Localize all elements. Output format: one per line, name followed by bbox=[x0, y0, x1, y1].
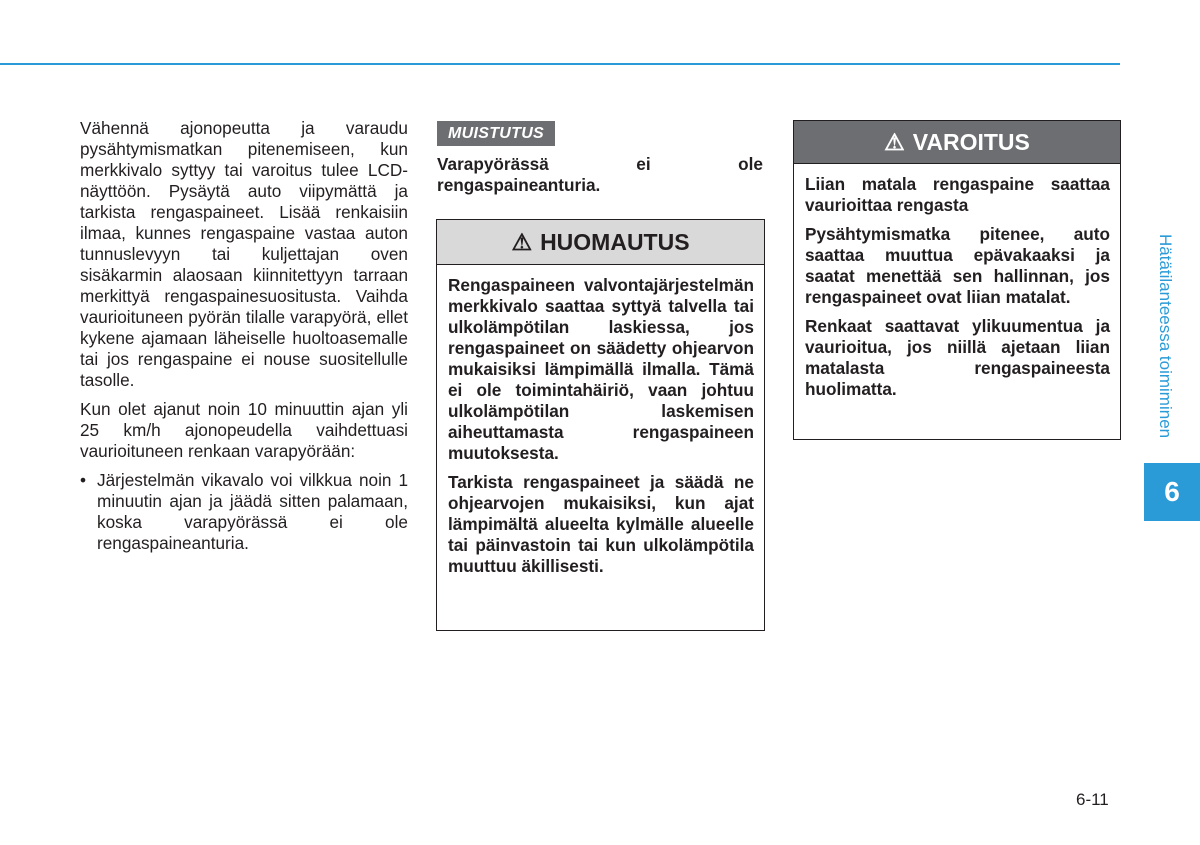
warning-paragraph-3: Renkaat saattavat ylikuumentua ja vaurioitua, jos niillä ajetaan liian matalasta rengaspaineesta huolimatta. bbox=[805, 316, 1110, 399]
caution-body bbox=[437, 265, 764, 577]
warning-body bbox=[794, 164, 1120, 400]
bullet-text: Järjestelmän vikavalo voi vilkkua noin 1 minuutin ajan ja jäädä sitten palamaan, koska varapyörässä ei ole rengaspaineanturia. bbox=[97, 470, 408, 553]
chapter-tab: 6 bbox=[1144, 463, 1200, 521]
section-title: Hätätilanteessa toimiminen bbox=[1156, 234, 1175, 439]
note-label: MUISTUTUS bbox=[437, 121, 555, 146]
paragraph-2: Kun olet ajanut noin 10 minuuttin ajan yli 25 km/h ajonopeudella vaihdettuasi vaurioituneen renkaan varapyörään: bbox=[80, 399, 408, 461]
caution-header bbox=[437, 220, 764, 265]
bullet-dot: • bbox=[80, 470, 87, 490]
note-text: Varapyörässä ei ole rengaspaineanturia. bbox=[437, 154, 763, 195]
warning-paragraph-2: Pysähtymismatka pitenee, auto saattaa muuttua epävakaaksi ja saatat menettää sen hallinnan, jos rengaspaineet ovat liian matalat. bbox=[805, 224, 1110, 307]
warning-triangle-icon: ⚠ bbox=[884, 128, 905, 155]
caution-box bbox=[436, 219, 765, 631]
paragraph-1: Vähennä ajonopeutta ja varaudu pysähtymismatkan pitenemiseen, kun merkkivalo syttyy tai varoitus tulee LCD-näyttöön. Pysäytä auto viipymättä ja tarkista rengaspaineet. Lisää renkaisiin ilmaa, kunnes rengaspaine vastaa auton tunnuslevyyn tai kuljettajan oven sisäkarmin alaosaan kiinnitettyyn tarraan merkittyä rengaspainesuositusta. Vaihda vaurioituneen pyörän tilalle varapyörä, ellet kykene ajamaan läheiselle huoltoasemalle tai jos rengaspaine ei nouse suositellulle tasolle. bbox=[80, 118, 408, 390]
warning-header bbox=[794, 121, 1120, 164]
caution-paragraph-1: Rengaspaineen valvontajärjestelmän merkkivalo saattaa syttyä talvella tai ulkolämpötilan laskiessa, jos rengaspaineet on säädetty ohjearvon mukaisiksi lämpimällä ilmalla. Tämä ei ole toimintahäiriö, vaan johtuu ulkolämpötilan laskemisen aiheuttamasta rengaspaineen muutoksesta. bbox=[448, 275, 754, 463]
bullet-item bbox=[80, 470, 408, 554]
warning-title: VAROITUS bbox=[912, 128, 1030, 155]
left-column bbox=[80, 118, 408, 554]
caution-paragraph-2: Tarkista rengaspaineet ja säädä ne ohjearvojen mukaisiksi, kun ajat lämpimältä alueelta kylmälle alueelle tai päinvastoin tai kun ulkolämpötila muuttuu äkillisesti. bbox=[448, 472, 754, 576]
page-number: 6-11 bbox=[1076, 790, 1109, 809]
warning-triangle-icon: ⚠ bbox=[511, 228, 533, 255]
caution-title: HUOMAUTUS bbox=[540, 228, 690, 255]
top-rule bbox=[0, 63, 1120, 65]
warning-box bbox=[793, 120, 1121, 440]
warning-paragraph-1: Liian matala rengaspaine saattaa vaurioittaa rengasta bbox=[805, 174, 1110, 215]
